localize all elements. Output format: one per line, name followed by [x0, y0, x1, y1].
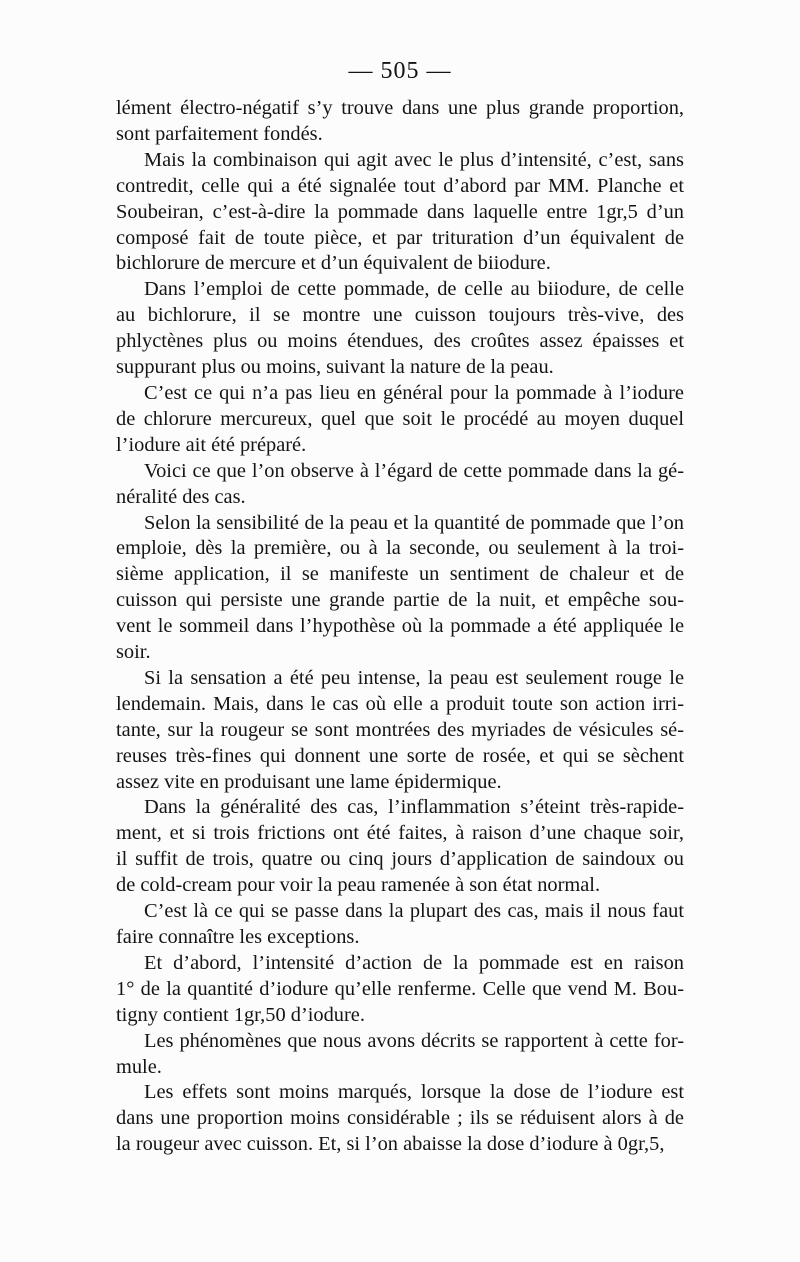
text-line: assez vite en produisant une lame épidermique. — [116, 770, 502, 793]
paragraph — [116, 96, 684, 148]
text-line: C’est ce qui n’a pas lieu en général pour la pommade à l’iodure — [144, 381, 684, 404]
text-line: néralité des cas. — [116, 485, 246, 508]
text-line: suppurant plus ou moins, suivant la nature de la peau. — [116, 356, 554, 379]
text-line: Soubeiran, c’est-à-dire la pommade dans laquelle entre 1gr,5 d’un — [116, 200, 684, 223]
text-line: lément électro-négatif s’y trouve dans une plus grande proportion, — [116, 97, 684, 119]
text-line: dans une proportion moins considérable ; ils se réduisent alors à de — [116, 1107, 684, 1130]
text-line: soir. — [116, 641, 151, 664]
paragraph — [116, 899, 684, 951]
paragraph — [116, 666, 684, 796]
text-line: tigny contient 1gr,50 d’iodure. — [116, 1003, 365, 1026]
paragraph — [116, 795, 684, 899]
text-line: composé fait de toute pièce, et par trituration d’un équivalent de — [116, 226, 684, 249]
text-line: Les effets sont moins marqués, lorsque la dose de l’iodure est — [144, 1081, 684, 1104]
text-line: au bichlorure, il se montre une cuisson toujours très-vive, des — [116, 304, 684, 327]
text-line: reuses très-fines qui donnent une sorte de rosée, et qui se sèchent — [116, 744, 684, 767]
text-line: sont parfaitement fondés. — [116, 122, 323, 145]
text-line: Dans l’emploi de cette pommade, de celle au biiodure, de celle — [144, 278, 684, 301]
paragraph — [116, 459, 684, 511]
paragraph — [116, 148, 684, 278]
text-line: lendemain. Mais, dans le cas où elle a produit toute son action irri- — [116, 692, 684, 715]
text-line: il suffit de trois, quatre ou cinq jours d’application de saindoux ou — [116, 848, 684, 871]
text-line: la rougeur avec cuisson. Et, si l’on abaisse la dose d’iodure à 0gr,5, — [116, 1133, 665, 1156]
text-line: de cold-cream pour voir la peau ramenée à son état normal. — [116, 874, 601, 897]
text-line: phlyctènes plus ou moins étendues, des croûtes assez épaisses et — [116, 330, 684, 353]
text-line: cuisson qui persiste une grande partie de la nuit, et empêche sou- — [116, 589, 684, 612]
paragraph — [116, 1080, 684, 1158]
text-line: Voici ce que l’on observe à l’égard de cette pommade dans la gé- — [144, 459, 684, 482]
paragraph — [116, 511, 684, 666]
text-line: Et d’abord, l’intensité d’action de la pommade est en raison — [144, 951, 684, 974]
page-number: — 505 — — [348, 58, 452, 84]
text-line: ment, et si trois frictions ont été faites, à raison d’une chaque soir, — [116, 822, 684, 845]
text-line: vent le sommeil dans l’hypothèse où la pommade a été appliquée le — [116, 615, 684, 638]
text-line: 1° de la quantité d’iodure qu’elle renferme. Celle que vend M. Bou- — [116, 977, 684, 1000]
text-line: Mais la combinaison qui agit avec le plus d’intensité, c’est, sans — [144, 148, 684, 171]
body-text — [116, 96, 684, 1158]
text-line: faire connaître les exceptions. — [116, 926, 360, 948]
text-line: bichlorure de mercure et d’un équivalent de biiodure. — [116, 252, 551, 275]
text-line: contredit, celle qui a été signalée tout d’abord par MM. Planche et — [116, 174, 684, 197]
text-line: sième application, il se manifeste un sentiment de chaleur et de — [116, 563, 684, 586]
text-line: de chlorure mercureux, quel que soit le procédé au moyen duquel — [116, 407, 684, 430]
paragraph — [116, 1029, 684, 1081]
paragraph — [116, 381, 684, 459]
text-line: mule. — [116, 1055, 162, 1078]
paragraph — [116, 277, 684, 381]
text-line: l’iodure ait été préparé. — [116, 433, 307, 456]
text-line: C’est là ce qui se passe dans la plupart des cas, mais il nous faut — [144, 900, 684, 923]
text-line: Dans la généralité des cas, l’inflammation s’éteint très-rapide- — [144, 796, 684, 819]
paragraph — [116, 951, 684, 1029]
text-line: Les phénomènes que nous avons décrits se rapportent à cette for- — [144, 1029, 684, 1052]
text-line: emploie, dès la première, ou à la seconde, ou seulement à la troi- — [116, 537, 684, 560]
text-line: tante, sur la rougeur se sont montrées des myriades de vésicules sé- — [116, 718, 684, 741]
text-line: Si la sensation a été peu intense, la peau est seulement rouge le — [144, 666, 684, 689]
text-line: Selon la sensibilité de la peau et la quantité de pommade que l’on — [144, 511, 684, 534]
